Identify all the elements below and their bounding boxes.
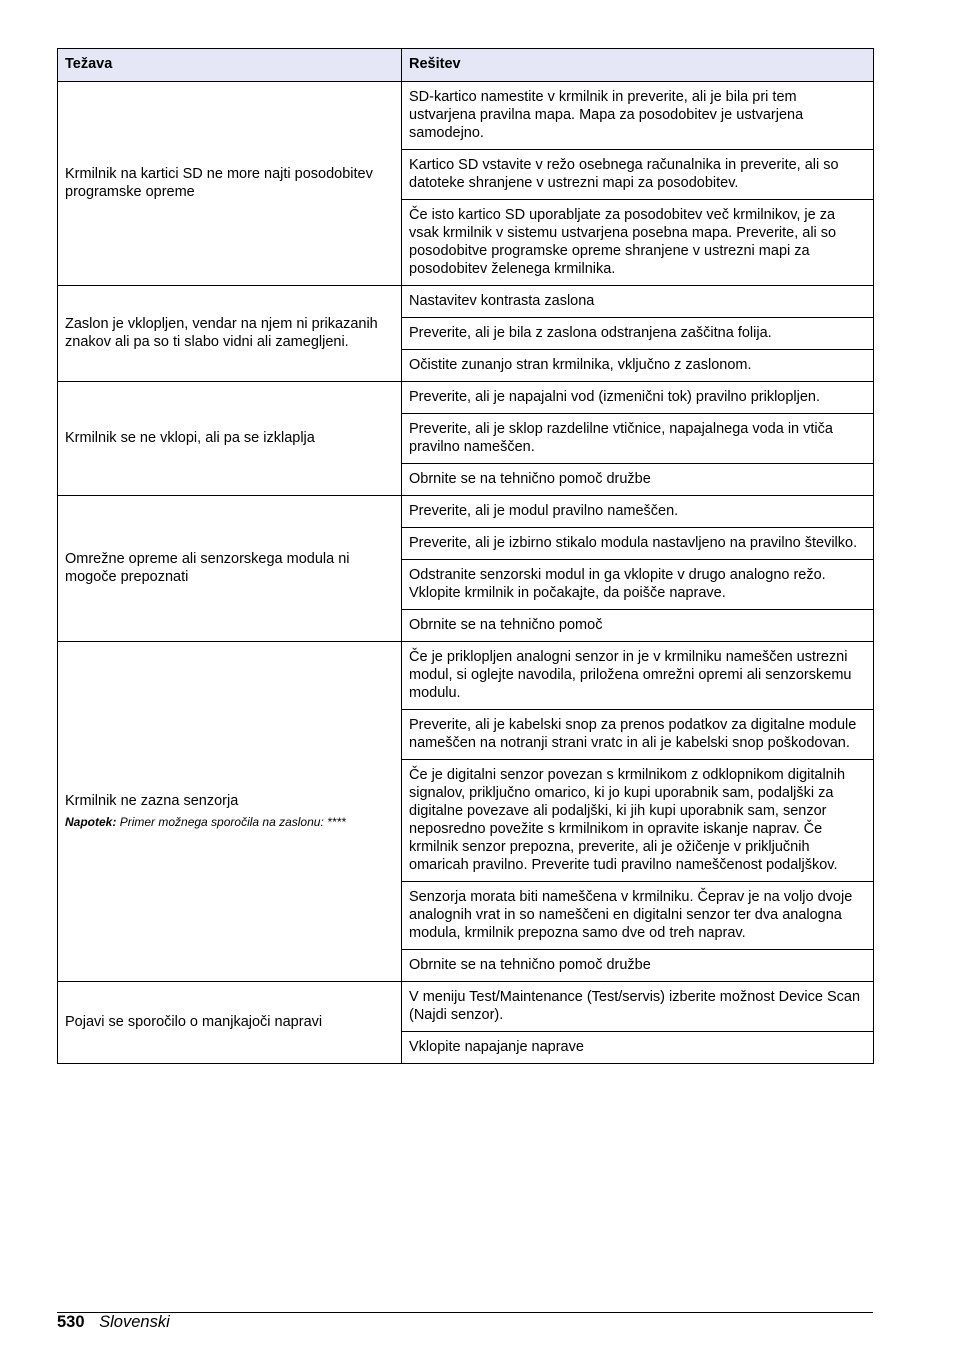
problem-text: Omrežne opreme ali senzorskega modula ni mogoče prepoznati — [65, 551, 350, 585]
solution-cell: Nastavitev kontrasta zaslona — [402, 286, 874, 318]
problem-text: Zaslon je vklopljen, vendar na njem ni prikazanih znakov ali pa so ti slabo vidni ali zamegljeni. — [65, 316, 378, 350]
table-body — [58, 82, 874, 1064]
solution-cell: Očistite zunanjo stran krmilnika, vključno z zaslonom. — [402, 350, 874, 382]
solution-cell: V meniju Test/Maintenance (Test/servis) izberite možnost Device Scan (Najdi senzor). — [402, 982, 874, 1032]
problem-cell — [58, 982, 402, 1064]
solution-cell: Kartico SD vstavite v režo osebnega računalnika in preverite, ali so datoteke shranjene v ustrezni mapi za posodobitev. — [402, 150, 874, 200]
footer-rule — [57, 1312, 873, 1313]
solution-cell: Preverite, ali je sklop razdelilne vtičnice, napajalnega voda in vtiča pravilno nameščen. — [402, 414, 874, 464]
header-solution: Rešitev — [402, 49, 874, 82]
solution-cell: Če isto kartico SD uporabljate za posodobitev več krmilnikov, je za vsak krmilnik v sistemu ustvarjena posebna mapa. Preverite, ali so posodobitve programske opreme shranjene v ustrezni mapi za posodobitev želenega krmilnika. — [402, 200, 874, 286]
problem-text: Krmilnik ne zazna senzorja — [65, 793, 239, 809]
solution-cell: Obrnite se na tehnično pomoč družbe — [402, 950, 874, 982]
problem-text: Krmilnik na kartici SD ne more najti posodobitev programske opreme — [65, 166, 373, 200]
table-row — [58, 382, 874, 414]
header-problem: Težava — [58, 49, 402, 82]
note-label: Napotek: — [65, 815, 117, 829]
problem-text: Krmilnik se ne vklopi, ali pa se izklaplja — [65, 430, 315, 446]
page-footer — [57, 1312, 170, 1332]
solution-cell: Preverite, ali je kabelski snop za prenos podatkov za digitalne module nameščen na notranji strani vratc in ali je kabelski snop poškodovan. — [402, 710, 874, 760]
solution-cell: Obrnite se na tehnično pomoč — [402, 610, 874, 642]
problem-cell — [58, 382, 402, 496]
solution-cell: Vklopite napajanje naprave — [402, 1032, 874, 1064]
problem-cell — [58, 286, 402, 382]
table-row — [58, 982, 874, 1032]
solution-cell: Obrnite se na tehnično pomoč družbe — [402, 464, 874, 496]
solution-cell: Odstranite senzorski modul in ga vklopite v drugo analogno režo. Vklopite krmilnik in počakajte, da poišče naprave. — [402, 560, 874, 610]
solution-cell: Preverite, ali je napajalni vod (izmenični tok) pravilno priklopljen. — [402, 382, 874, 414]
page-number: 530 — [57, 1313, 85, 1331]
table-row — [58, 642, 874, 710]
problem-note — [65, 814, 394, 830]
footer-language: Slovenski — [99, 1313, 170, 1331]
solution-cell: Če je priklopljen analogni senzor in je v krmilniku nameščen ustrezni modul, si oglejte navodila, priložena omrežni opremi ali senzorskemu modulu. — [402, 642, 874, 710]
solution-cell: Senzorja morata biti nameščena v krmilniku. Čeprav je na voljo dvoje analognih vrat in so nameščeni en digitalni senzor ter dva analogna modula, krmilnik prepozna samo dve od treh naprav. — [402, 882, 874, 950]
solution-cell: Če je digitalni senzor povezan s krmilnikom z odklopnikom digitalnih signalov, priključno omarico, ki jo kupi uporabnik sam, podaljški za digitalne povezave ali podaljški, ki jih kupi uporabnik sam, senzor neposredno povežite s krmilnikom in opravite iskanje naprav. Če krmilnik senzor prepozna, preverite, ali je ožičenje v priključnih omaricah pravilno. Preverite tudi pravilno nameščenost podaljškov. — [402, 760, 874, 882]
table-row — [58, 286, 874, 318]
table-row — [58, 496, 874, 528]
solution-cell: SD-kartico namestite v krmilnik in preverite, ali je bila pri tem ustvarjena pravilna mapa. Mapa za posodobitev je ustvarjena samodejno. — [402, 82, 874, 150]
problem-text: Pojavi se sporočilo o manjkajoči napravi — [65, 1014, 323, 1030]
solution-cell: Preverite, ali je modul pravilno nameščen. — [402, 496, 874, 528]
problem-cell — [58, 642, 402, 982]
troubleshooting-table — [57, 48, 874, 1064]
solution-cell: Preverite, ali je bila z zaslona odstranjena zaščitna folija. — [402, 318, 874, 350]
note-text: Primer možnega sporočila na zaslonu: **** — [119, 815, 346, 829]
solution-cell: Preverite, ali je izbirno stikalo modula nastavljeno na pravilno številko. — [402, 528, 874, 560]
problem-cell — [58, 82, 402, 286]
table-header-row — [58, 49, 874, 82]
problem-cell — [58, 496, 402, 642]
table-row — [58, 82, 874, 150]
